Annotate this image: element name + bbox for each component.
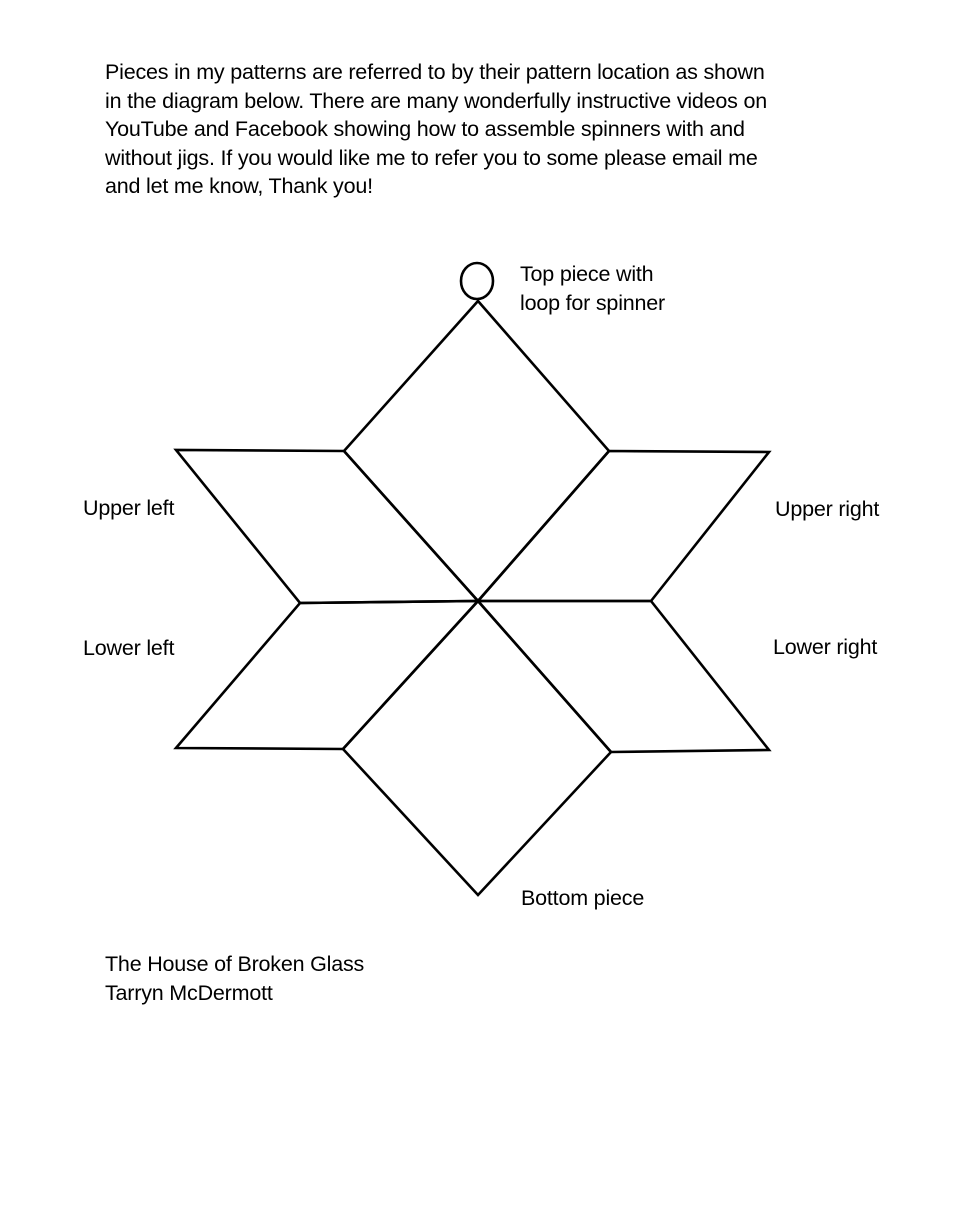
intro-line: Pieces in my patterns are referred to by their pattern location as shown	[105, 60, 765, 84]
author-signature	[105, 950, 364, 1007]
intro-line: YouTube and Facebook showing how to assemble spinners with and	[105, 117, 745, 141]
upper-right-piece	[478, 451, 769, 601]
spinner-loop-icon	[461, 263, 493, 299]
lower-right-label: Lower right	[773, 635, 878, 659]
bottom-piece-label: Bottom piece	[521, 886, 645, 910]
intro-line: in the diagram below. There are many wonderfully instructive videos on	[105, 88, 768, 113]
author-name: Tarryn McDermott	[105, 980, 273, 1005]
lower-left-label: Lower left	[83, 636, 175, 660]
upper-left-piece	[176, 450, 478, 603]
upper-left-label: Upper left	[83, 496, 175, 520]
intro-line: and let me know, Thank you!	[105, 174, 373, 198]
lower-left-piece	[176, 601, 478, 749]
top-piece	[344, 301, 609, 601]
lower-right-piece	[478, 601, 769, 752]
top-piece-label: Top piece with loop for spinner	[520, 262, 666, 315]
bottom-piece	[343, 601, 611, 895]
intro-line: without jigs. If you would like me to refer you to some please email me	[105, 145, 758, 170]
studio-name: The House of Broken Glass	[105, 952, 365, 976]
upper-right-label: Upper right	[775, 497, 880, 521]
